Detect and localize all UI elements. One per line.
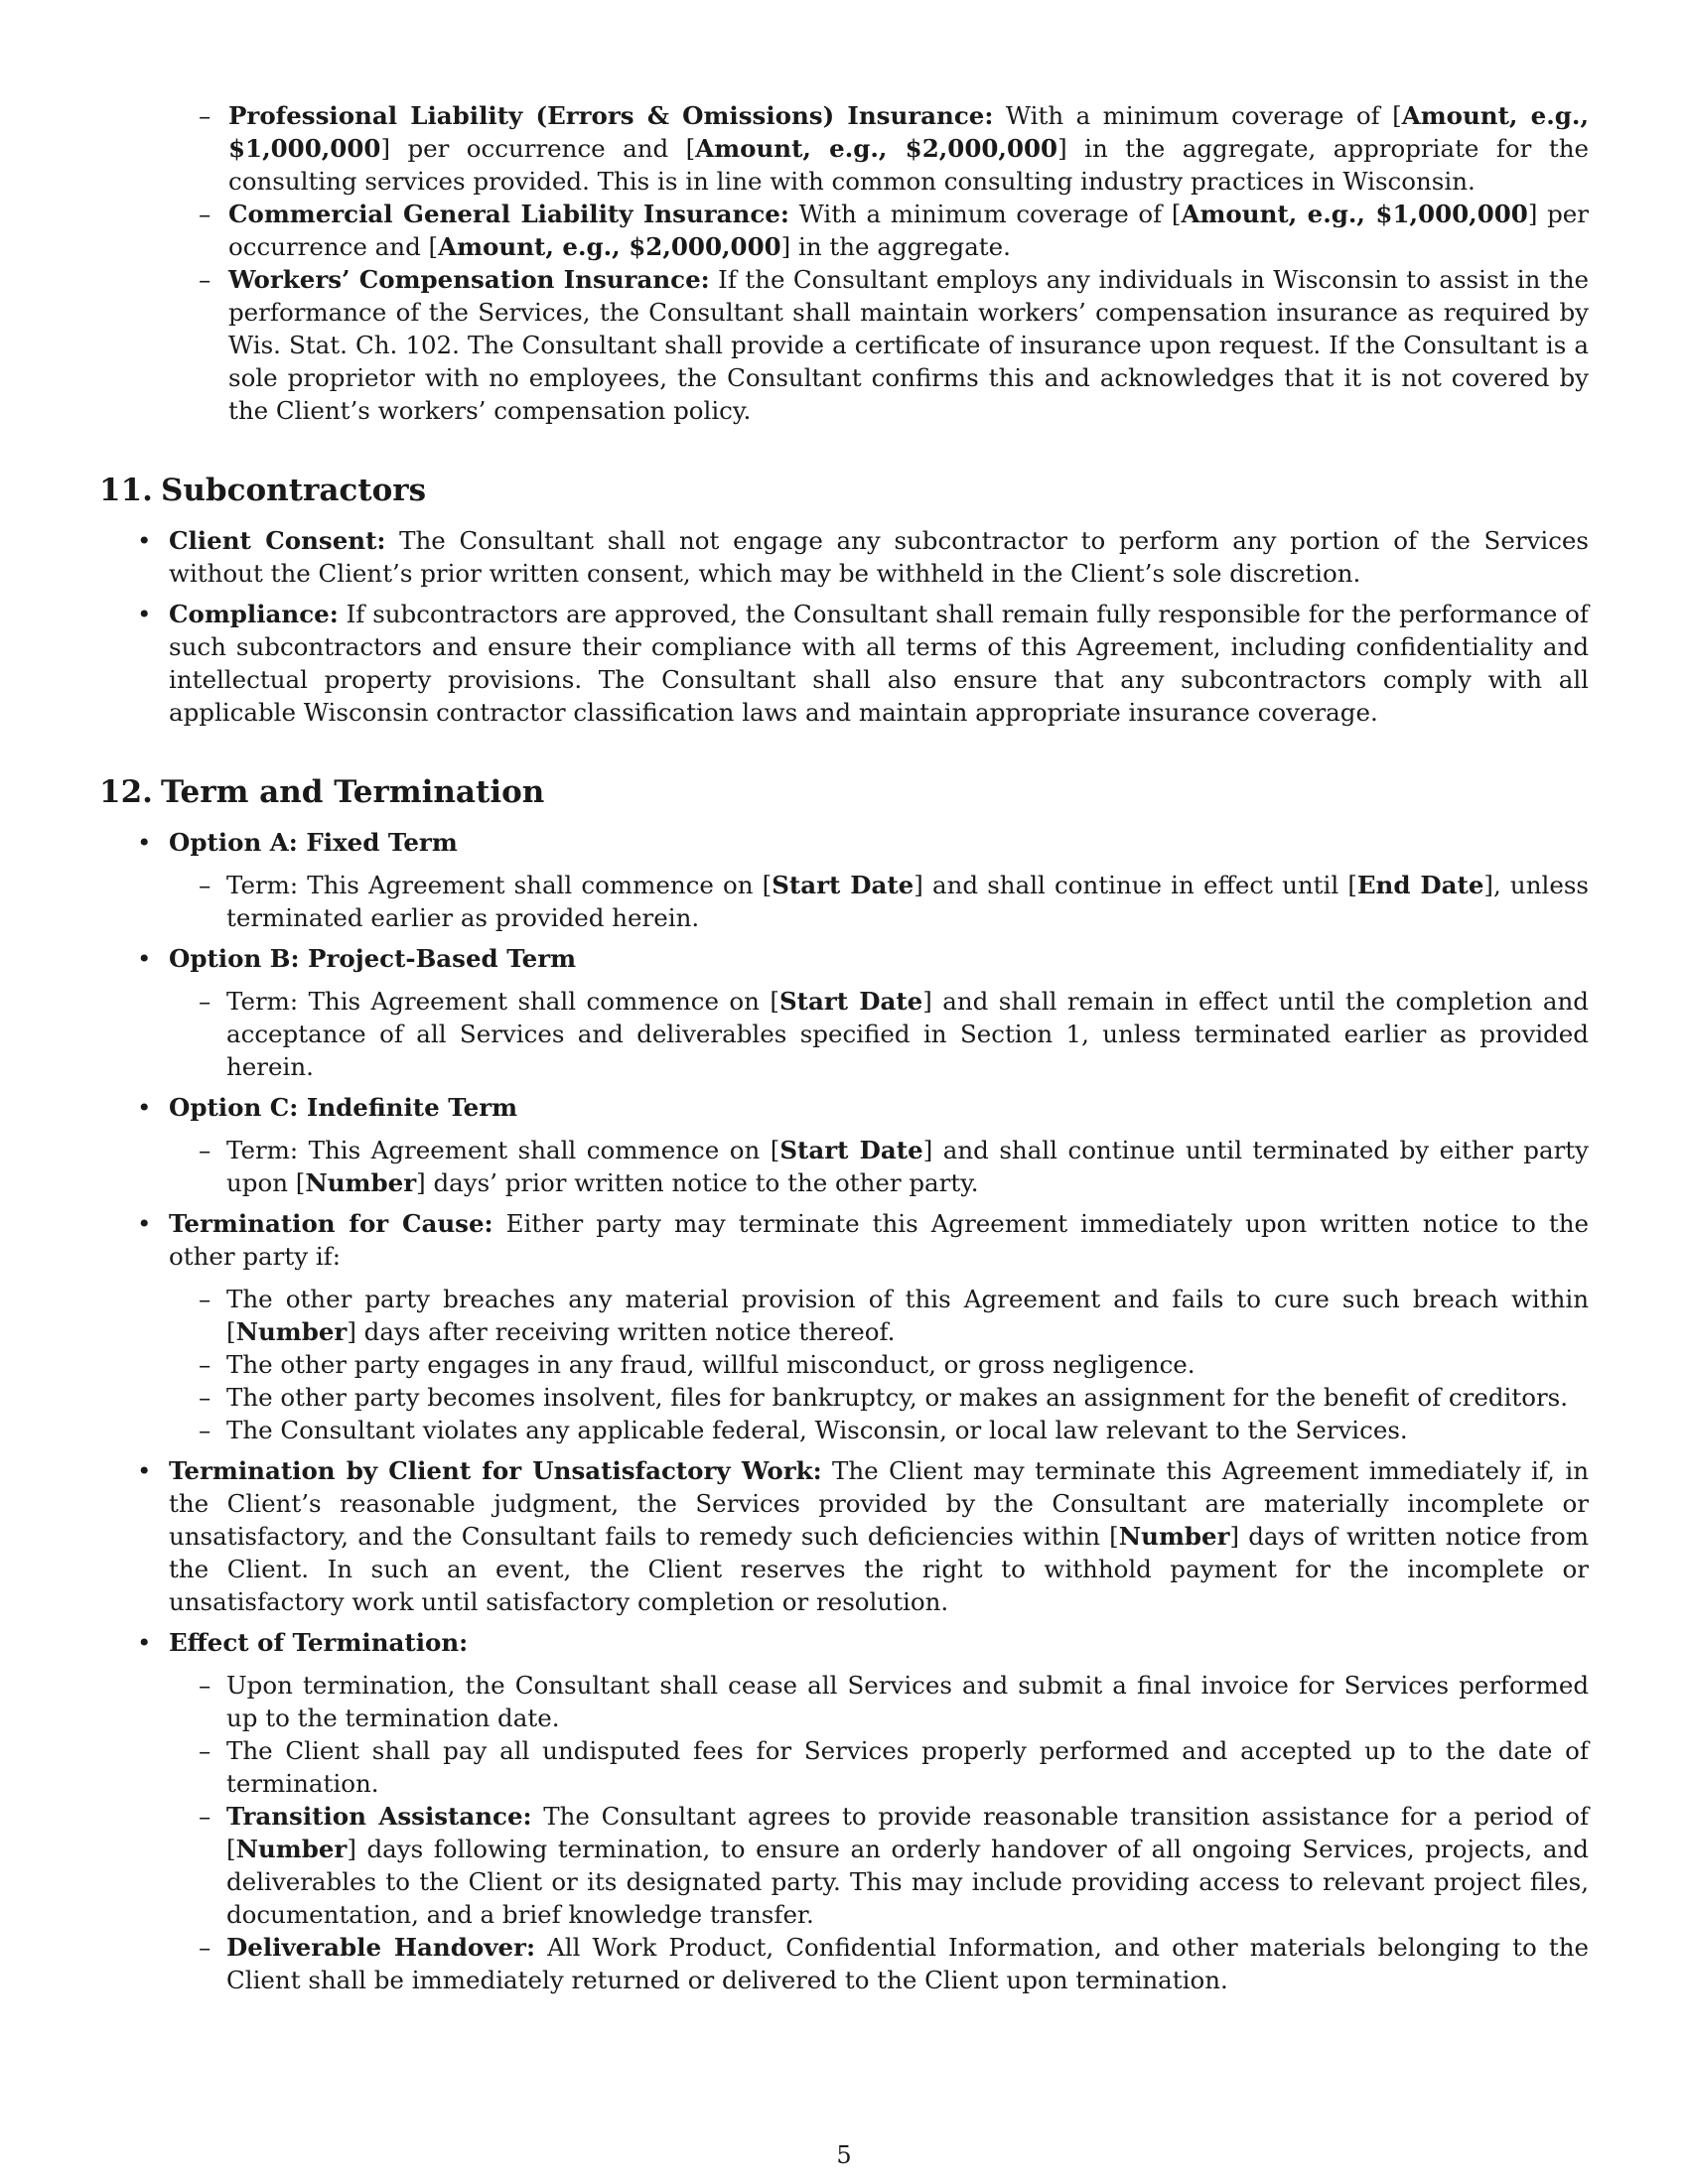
text-run: Term: This Agreement shall commence on [ — [226, 987, 779, 1016]
bold-text: Amount, e.g., $2,000,000 — [695, 134, 1058, 163]
bold-text: Amount, e.g., $1,000,000 — [1181, 200, 1528, 228]
page-number: 5 — [836, 2141, 852, 2169]
bold-text: Option C: Indefinite Term — [169, 1093, 518, 1122]
text-run: With a minimum coverage of [ — [993, 101, 1402, 130]
document-page — [99, 99, 1589, 2004]
list-item — [99, 1626, 1589, 1996]
list-item-text — [169, 942, 1589, 975]
text-run: If the Consultant employs any individuals in Wisconsin to assist in the performance of the Services, the Consultant shall maintain workers’ compensation insurance as required by Wis. Stat. Ch. 102. The Consultant shall provide a certificate of insurance upon request. If the Consultant is a sole proprietor with no employees, the Consultant confirms this and acknowledges that it is not covered by the Client’s workers’ compensation policy. — [228, 265, 1589, 425]
sub-list-item — [169, 1134, 1589, 1199]
bold-text: Amount, e.g., $1,000,000 — [228, 101, 1589, 163]
list-item-text — [169, 524, 1589, 590]
sub-list-item — [169, 1931, 1589, 1996]
list-item — [99, 1091, 1589, 1199]
sub-list — [169, 1669, 1589, 1996]
sub-list-item — [169, 1414, 1589, 1446]
sub-list-item — [169, 1734, 1589, 1800]
bold-text: Effect of Termination: — [169, 1628, 469, 1657]
sub-list — [169, 985, 1589, 1083]
text-run: ], unless terminated earlier as provided herein. — [226, 871, 1589, 932]
text-run: ] and shall remain in effect until the completion and acceptance of all Services and deliverables specified in Section 1, unless terminated earlier as provided herein. — [226, 987, 1589, 1081]
sub-list-item — [169, 1283, 1589, 1348]
bold-text: End Date — [1356, 871, 1484, 899]
bold-text: Compliance: — [169, 600, 339, 628]
text-run: ] days of written notice from the Client. In such an event, the Client reserves the right to withhold payment for the incomplete or unsatisfactory work until satisfactory completion or resolution. — [169, 1522, 1590, 1616]
text-run: Upon termination, the Consultant shall cease all Services and submit a final invoice for Services performed up to the termination date. — [226, 1671, 1589, 1732]
bold-text: Professional Liability (Errors & Omissions) Insurance: — [228, 101, 994, 130]
text-run: All Work Product, Confidential Information, and other materials belonging to the Client shall be immediately returned or delivered to the Client upon termination. — [226, 1933, 1589, 1994]
list-item-text — [169, 1207, 1589, 1273]
list-item — [99, 598, 1589, 729]
section-number: 12. — [99, 774, 153, 810]
sub-list-item — [169, 985, 1589, 1083]
text-run: Term: This Agreement shall commence on [ — [226, 871, 773, 899]
text-run: ] per occurrence and [ — [228, 200, 1589, 261]
sub-list-item — [169, 1800, 1589, 1931]
text-run: The Client may terminate this Agreement immediately if, in the Client’s reasonable judgment, the Services provided by the Consultant are materially incomplete or unsatisfactory, and the Consultant fails to remedy such deficiencies within [ — [169, 1456, 1589, 1551]
text-run: If subcontractors are approved, the Consultant shall remain fully responsible for the performance of such subcontractors and ensure their compliance with all terms of this Agreement, including confidentiality and intellectual property provisions. The Consultant shall also ensure that any subcontractors comply with all applicable Wisconsin contractor classification laws and maintain appropriate insurance coverage. — [169, 600, 1589, 727]
list-item — [99, 942, 1589, 1083]
list-item-text — [169, 1091, 1589, 1124]
list-item — [99, 524, 1589, 590]
section-heading-term-and-termination — [99, 772, 1589, 812]
section-title: Subcontractors — [161, 473, 427, 508]
text-run: The other party engages in any fraud, willful misconduct, or gross negligence. — [226, 1350, 1196, 1379]
section-title: Term and Termination — [161, 774, 545, 810]
sub-list-item — [169, 1381, 1589, 1414]
text-run: Term: This Agreement shall commence on [ — [226, 1136, 780, 1164]
text-run: The other party breaches any material provision of this Agreement and fails to cure such breach within [ — [226, 1285, 1589, 1346]
sections-container — [99, 471, 1589, 1996]
list-item — [99, 1207, 1589, 1446]
sub-list — [169, 1134, 1589, 1199]
list-item-text — [169, 1626, 1589, 1659]
bold-text: Number — [235, 1317, 348, 1346]
text-run: ] in the aggregate. — [780, 232, 1011, 261]
bold-text: Termination for Cause: — [169, 1209, 493, 1238]
text-run: ] days’ prior written notice to the other party. — [416, 1168, 979, 1197]
bold-text: Option B: Project-Based Term — [169, 944, 577, 973]
list-item-text — [169, 826, 1589, 859]
section-number: 11. — [99, 473, 153, 508]
bold-text: Commercial General Liability Insurance: — [228, 200, 789, 228]
text-run: ] and shall continue in effect until [ — [914, 871, 1357, 899]
text-run: ] days following termination, to ensure an orderly handover of all ongoing Services, projects, and deliverables to the Client or its designated party. This may include providing access to relevant project files, documentation, and a brief knowledge transfer. — [226, 1835, 1589, 1929]
insurance-item — [99, 263, 1589, 427]
text-run: With a minimum coverage of [ — [788, 200, 1182, 228]
text-run: ] per occurrence and [ — [380, 134, 696, 163]
text-run: ] and shall continue until terminated by either party upon [ — [226, 1136, 1589, 1197]
insurance-requirements-list — [99, 99, 1589, 427]
text-run: The Consultant agrees to provide reasonable transition assistance for a period of [ — [226, 1802, 1590, 1863]
text-run: Either party may terminate this Agreement immediately upon written notice to the other party if: — [169, 1209, 1589, 1271]
document-content — [99, 99, 1589, 1996]
text-run: ] in the aggregate, appropriate for the consulting services provided. This is in line with common consulting industry practices in Wisconsin. — [228, 134, 1589, 196]
bold-text: Deliverable Handover: — [226, 1933, 535, 1962]
bold-text: Client Consent: — [169, 526, 386, 555]
bold-text: Number — [235, 1835, 348, 1863]
insurance-item — [99, 99, 1589, 198]
list-item — [99, 1454, 1589, 1618]
section-heading-subcontractors — [99, 471, 1589, 510]
bold-text: Amount, e.g., $2,000,000 — [438, 232, 781, 261]
bold-text: Start Date — [779, 1136, 923, 1164]
bold-text: Start Date — [772, 871, 914, 899]
list-item-text — [169, 1454, 1589, 1618]
list-item — [99, 826, 1589, 934]
sub-list-item — [169, 1348, 1589, 1381]
bold-text: Workers’ Compensation Insurance: — [228, 265, 710, 294]
bold-text: Termination by Client for Unsatisfactory Work: — [169, 1456, 822, 1485]
text-run: The Consultant violates any applicable federal, Wisconsin, or local law relevant to the Services. — [226, 1416, 1408, 1444]
text-run: The Consultant shall not engage any subcontractor to perform any portion of the Services without the Client’s prior written consent, which may be withheld in the Client’s sole discretion. — [169, 526, 1590, 588]
section-list — [99, 524, 1589, 729]
bold-text: Number — [305, 1168, 417, 1197]
sub-list — [169, 869, 1589, 934]
sub-list-item — [169, 869, 1589, 934]
bold-text: Start Date — [778, 987, 923, 1016]
text-run: The other party becomes insolvent, files for bankruptcy, or makes an assignment for the benefit of creditors. — [226, 1383, 1569, 1412]
bold-text: Transition Assistance: — [226, 1802, 532, 1831]
list-item-text — [169, 598, 1589, 729]
sub-list-item — [169, 1669, 1589, 1734]
section-list — [99, 826, 1589, 1996]
sub-list — [169, 1283, 1589, 1446]
bold-text: Option A: Fixed Term — [169, 828, 458, 857]
text-run: ] days after receiving written notice thereof. — [347, 1317, 896, 1346]
bold-text: Number — [1118, 1522, 1230, 1551]
text-run: The Client shall pay all undisputed fees for Services properly performed and accepted up to the date of termination. — [226, 1736, 1589, 1798]
insurance-item — [99, 198, 1589, 263]
